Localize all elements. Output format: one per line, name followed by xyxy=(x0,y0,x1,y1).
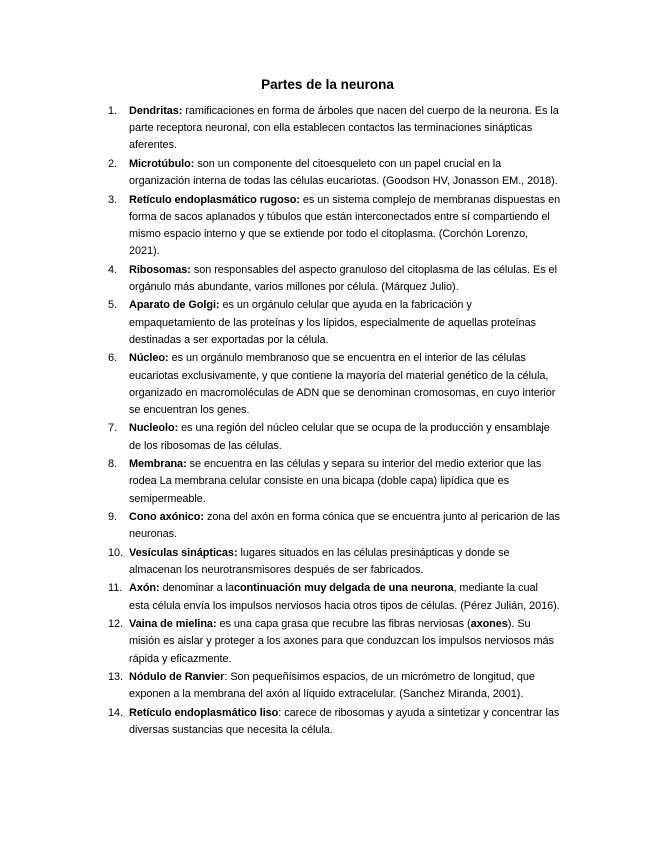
item-term: Nódulo de Ranvier xyxy=(129,671,225,684)
page-title: Partes de la neurona xyxy=(261,77,394,92)
list-item xyxy=(0,616,561,668)
list-item xyxy=(0,456,561,508)
item-term: Retículo endoplasmático rugoso: xyxy=(129,193,300,206)
item-text: es un orgánulo celular que ayuda en la fabricación y empaquetamiento de las proteínas y los lípidos, especialmente de aquellas proteínas destinadas a ser exportadas por la célula. xyxy=(129,299,536,346)
list-item xyxy=(0,545,561,579)
list-item xyxy=(0,262,561,296)
item-term-emphasis: axones xyxy=(470,618,508,631)
item-number: 13. xyxy=(108,671,123,684)
item-text: : carece de ribosomas y ayuda a sintetizar y concentrar las diversas sustancias que necesita la célula. xyxy=(129,706,560,736)
neuron-parts-list xyxy=(0,103,655,740)
item-term: Cono axónico: xyxy=(129,511,204,524)
item-text: : Son pequeñísimos espacios, de un micrómetro de longitud, que exponen a la membrana del axón al líquido extracelular. (Sanchez Miranda, 2001). xyxy=(129,671,535,701)
item-number: 12. xyxy=(108,618,123,631)
list-item xyxy=(0,350,561,419)
item-term: Membrana: xyxy=(129,458,187,471)
item-text: ramificaciones en forma de árboles que nacen del cuerpo de la neurona. Es la parte receptora neuronal, con ella establecen contactos las terminaciones sinápticas aferentes. xyxy=(129,105,559,152)
item-number: 5. xyxy=(108,299,117,312)
item-term: Vaina de mielina: xyxy=(129,618,217,631)
list-item xyxy=(0,103,561,155)
item-text-continued: , mediante la cual esta célula envía los impulsos nerviosos hacia otros tipos de células. (Pérez Julián, 2016). xyxy=(129,582,560,612)
item-term: Dendritas: xyxy=(129,105,183,117)
item-text: denominar a la xyxy=(159,582,234,595)
item-number: 14. xyxy=(108,706,123,719)
item-term: Microtúbulo: xyxy=(129,157,195,170)
item-text: lugares situados en las células presinápticas y donde se almacenan los neurotransmisores después de ser fabricados. xyxy=(129,546,510,576)
item-number: 3. xyxy=(108,193,117,206)
item-number: 1. xyxy=(108,105,117,117)
item-term: Nucleolo: xyxy=(129,422,179,435)
item-text: se encuentra en las células y separa su interior del medio exterior que las rodea La membrana celular consiste en una bicapa (doble capa) lipídica que es semipermeable. xyxy=(129,458,542,505)
list-item xyxy=(0,705,561,739)
item-number: 7. xyxy=(108,422,117,435)
item-term: Retículo endoplasmático liso xyxy=(129,706,279,719)
item-text: zona del axón en forma cónica que se encuentra junto al pericarion de las neuronas. xyxy=(129,511,560,541)
list-item xyxy=(0,669,561,703)
item-number: 8. xyxy=(108,458,117,471)
item-term: Vesículas sinápticas: xyxy=(129,546,238,559)
list-item xyxy=(0,509,561,543)
list-item xyxy=(0,420,561,454)
item-text: es un orgánulo membranoso que se encuentra en el interior de las células eucariotas exclusivamente, y que contiene la mayoría del material genético de la célula, organizado en macromoléculas de ADN que se denominan cromosomas, en cuyo interior se encuentran los genes. xyxy=(129,352,556,416)
item-term: Núcleo: xyxy=(129,352,169,365)
item-term: Axón: xyxy=(129,582,160,595)
list-item xyxy=(0,297,561,349)
item-text-continued: ). Su misión es aislar y proteger a los axones para que conduzcan los impulsos nerviosos más rápida y eficazmente. xyxy=(129,618,554,665)
item-number: 10. xyxy=(108,546,123,559)
item-term-emphasis: continuación muy delgada de una neurona xyxy=(233,582,454,595)
list-item xyxy=(0,580,561,614)
list-item xyxy=(0,192,561,261)
item-text: son responsables del aspecto granuloso del citoplasma de las células. Es el orgánulo más abundante, varios millones por célula. (Márquez Julio). xyxy=(129,263,557,293)
item-text: son un componente del citoesqueleto con un papel crucial en la organización interna de todas las células eucariotas. (Goodson HV, Jonasson EM., 2018). xyxy=(129,157,558,188)
item-text: es una capa grasa que recubre las fibras nerviosas ( xyxy=(216,618,471,631)
item-text: es un sistema complejo de membranas dispuestas en forma de sacos aplanados y túbulos que están interconectados entre sí compartiendo el mismo espacio interno y que se extiende por todo el citoplasma. (Corchón Lorenzo, 2021). xyxy=(129,193,561,258)
list-item xyxy=(0,156,561,190)
item-text: es una región del núcleo celular que se ocupa de la producción y ensamblaje de los ribosomas de las células. xyxy=(129,422,550,452)
item-term: Aparato de Golgi: xyxy=(129,299,220,312)
item-number: 6. xyxy=(108,352,117,365)
item-number: 4. xyxy=(108,263,117,276)
item-term: Ribosomas: xyxy=(129,263,191,276)
item-number: 9. xyxy=(108,511,117,524)
item-number: 2. xyxy=(108,157,117,170)
item-number: 11. xyxy=(108,582,123,595)
